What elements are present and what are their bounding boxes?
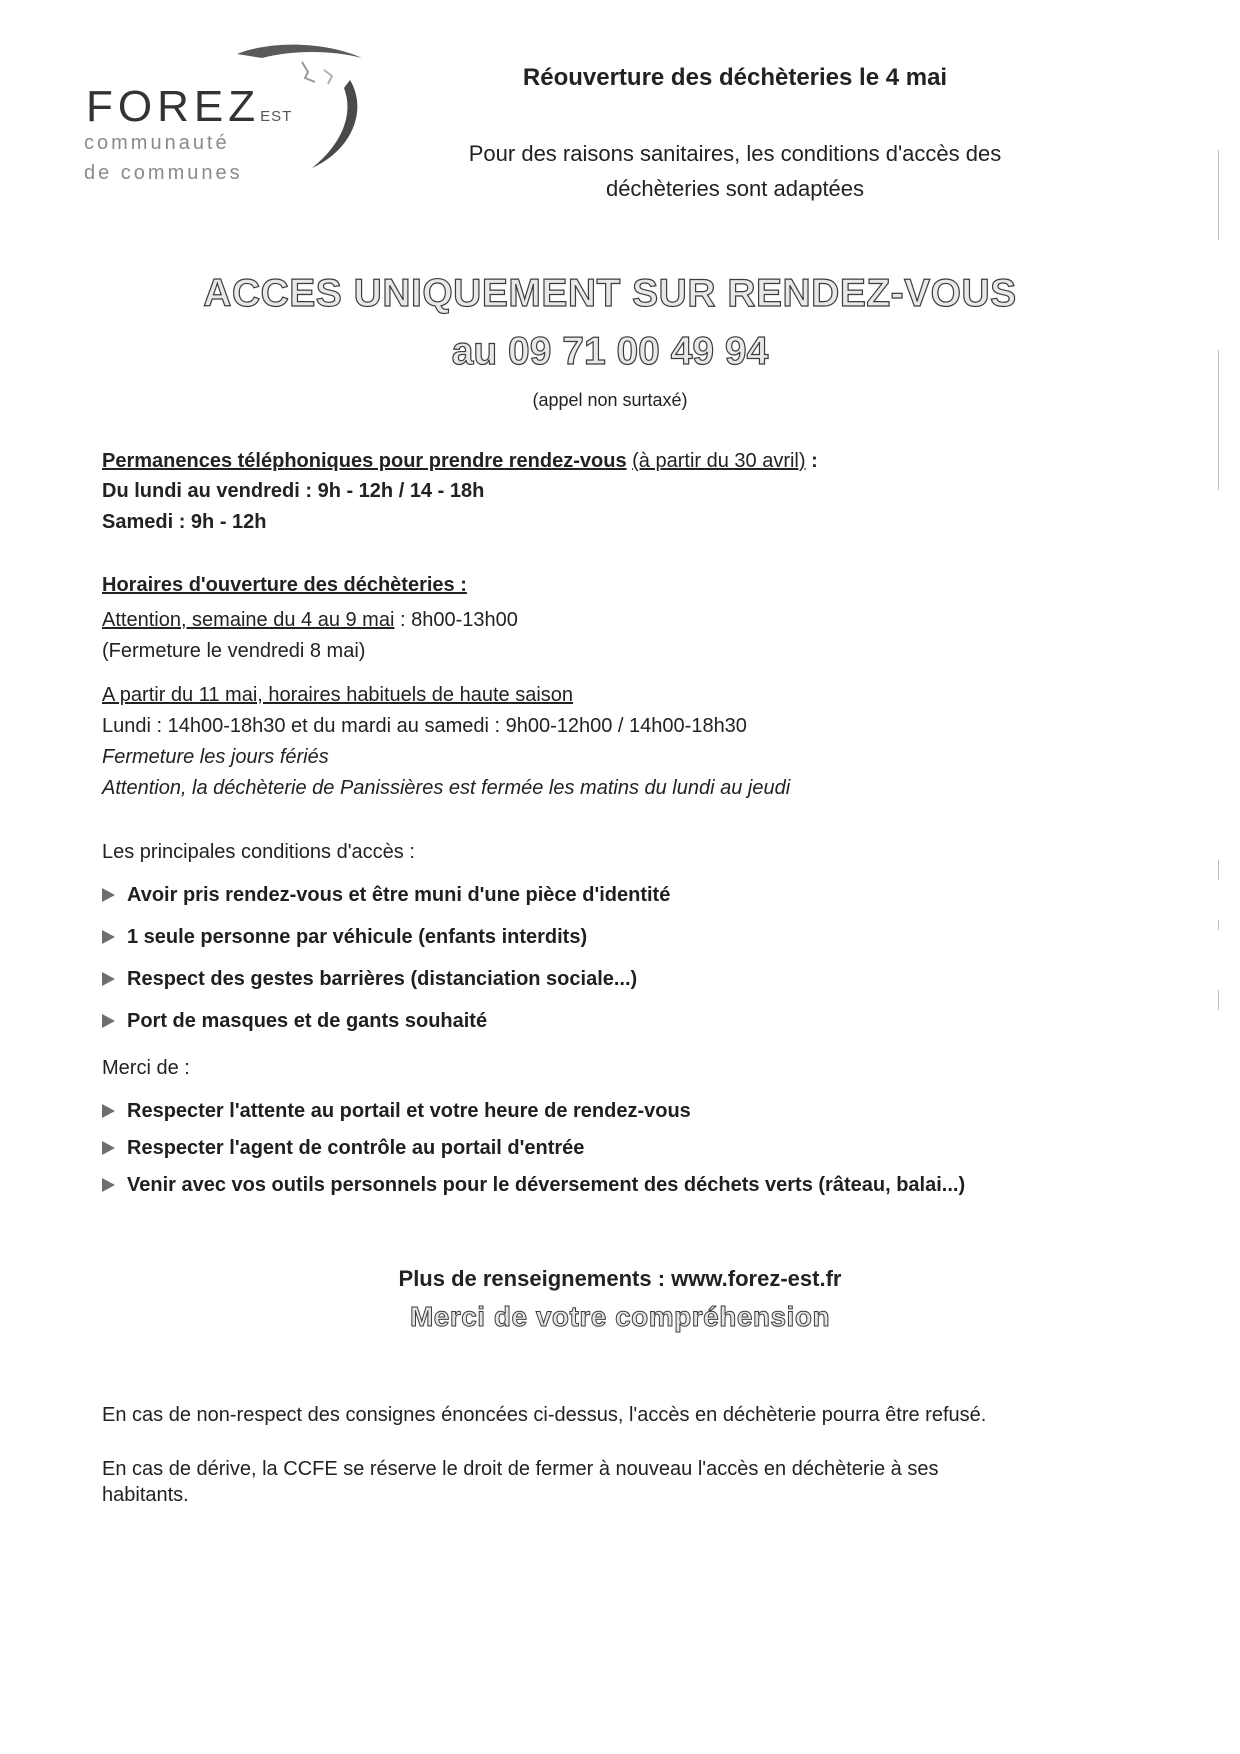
list-item: Venir avec vos outils personnels pour le déversement des déchets verts (râteau, balai...) <box>102 1174 965 1197</box>
opening-season-hours: Lundi : 14h00-18h30 et du mardi au samedi : 9h00-12h00 / 14h00-18h30 <box>102 715 747 737</box>
logo-line-1: communauté <box>84 132 230 154</box>
opening-week-value: : 8h00-13h00 <box>394 609 518 631</box>
opening-season-label: A partir du 11 mai, horaires habituels de haute saison <box>102 684 574 706</box>
list-item: Respecter l'agent de contrôle au portail d'entrée <box>102 1137 584 1160</box>
thanks-for-intro: Merci de : <box>102 1057 190 1079</box>
list-item: Avoir pris rendez-vous et être muni d'une pièce d'identité <box>102 884 670 907</box>
phone-hours-heading-text: Permanences téléphoniques pour prendre rendez-vous <box>102 450 627 472</box>
header-title: Réouverture des déchèteries le 4 mai <box>522 64 948 91</box>
list-item: Port de masques et de gants souhaité <box>102 1010 487 1033</box>
access-phone: au 09 71 00 49 94 <box>451 330 769 373</box>
arrow-bullet-icon <box>102 930 115 944</box>
arrow-bullet-icon <box>102 1104 115 1118</box>
arrow-bullet-icon <box>102 972 115 986</box>
access-title: ACCES UNIQUEMENT SUR RENDEZ-VOUS <box>203 272 1017 315</box>
arrow-bullet-icon <box>102 1178 115 1192</box>
scan-mark <box>1218 350 1219 490</box>
opening-closure: (Fermeture le vendredi 8 mai) <box>102 640 366 662</box>
logo-line-2: de communes <box>84 162 243 184</box>
header-subtitle-line-2: déchèteries sont adaptées <box>605 176 865 201</box>
opening-week <box>102 609 518 632</box>
phone-hours-start-date: (à partir du 30 avril) <box>632 450 806 472</box>
arrow-bullet-icon <box>102 1014 115 1028</box>
logo-suffix: EST <box>260 108 293 125</box>
footer-thanks: Merci de votre compréhension <box>409 1301 831 1332</box>
scan-mark <box>1218 150 1219 240</box>
list-item: Respect des gestes barrières (distanciation sociale...) <box>102 968 637 991</box>
phone-hours-heading <box>102 450 818 473</box>
opening-holidays: Fermeture les jours fériés <box>102 746 329 768</box>
list-item: Respecter l'attente au portail et votre heure de rendez-vous <box>102 1100 691 1123</box>
list-item: 1 seule personne par véhicule (enfants interdits) <box>102 926 587 949</box>
arrow-bullet-icon <box>102 888 115 902</box>
opening-panissieres: Attention, la déchèterie de Panissières est fermée les matins du lundi au jeudi <box>102 777 791 799</box>
footer-warning-1: En cas de non-respect des consignes énoncées ci-dessus, l'accès en déchèterie pourra être refusé. <box>102 1404 987 1426</box>
scan-mark <box>1218 920 1219 930</box>
scan-mark <box>1218 990 1219 1010</box>
header-subtitle-line-1: Pour des raisons sanitaires, les conditions d'accès des <box>468 141 1002 166</box>
footer-warning-2-line-2: habitants. <box>102 1484 189 1506</box>
conditions-intro: Les principales conditions d'accès : <box>102 841 415 863</box>
footer-info: Plus de renseignements : www.forez-est.fr <box>398 1266 842 1291</box>
header-subtitle <box>430 136 1040 206</box>
opening-week-label: Attention, semaine du 4 au 9 mai <box>102 609 395 631</box>
opening-heading: Horaires d'ouverture des déchèteries : <box>102 574 467 596</box>
phone-hours-saturday: Samedi : 9h - 12h <box>102 511 267 533</box>
phone-hours-weekdays: Du lundi au vendredi : 9h - 12h / 14 - 18h <box>102 480 485 502</box>
scan-mark <box>1218 860 1219 880</box>
arrow-bullet-icon <box>102 1141 115 1155</box>
phone-hours-colon: : <box>805 450 818 472</box>
footer-warning-2-line-1: En cas de dérive, la CCFE se réserve le droit de fermer à nouveau l'accès en déchèterie à ses <box>102 1458 939 1480</box>
access-note: (appel non surtaxé) <box>532 390 688 410</box>
forez-est-logo <box>82 40 372 215</box>
logo-wordmark: FOREZEST <box>86 82 293 131</box>
